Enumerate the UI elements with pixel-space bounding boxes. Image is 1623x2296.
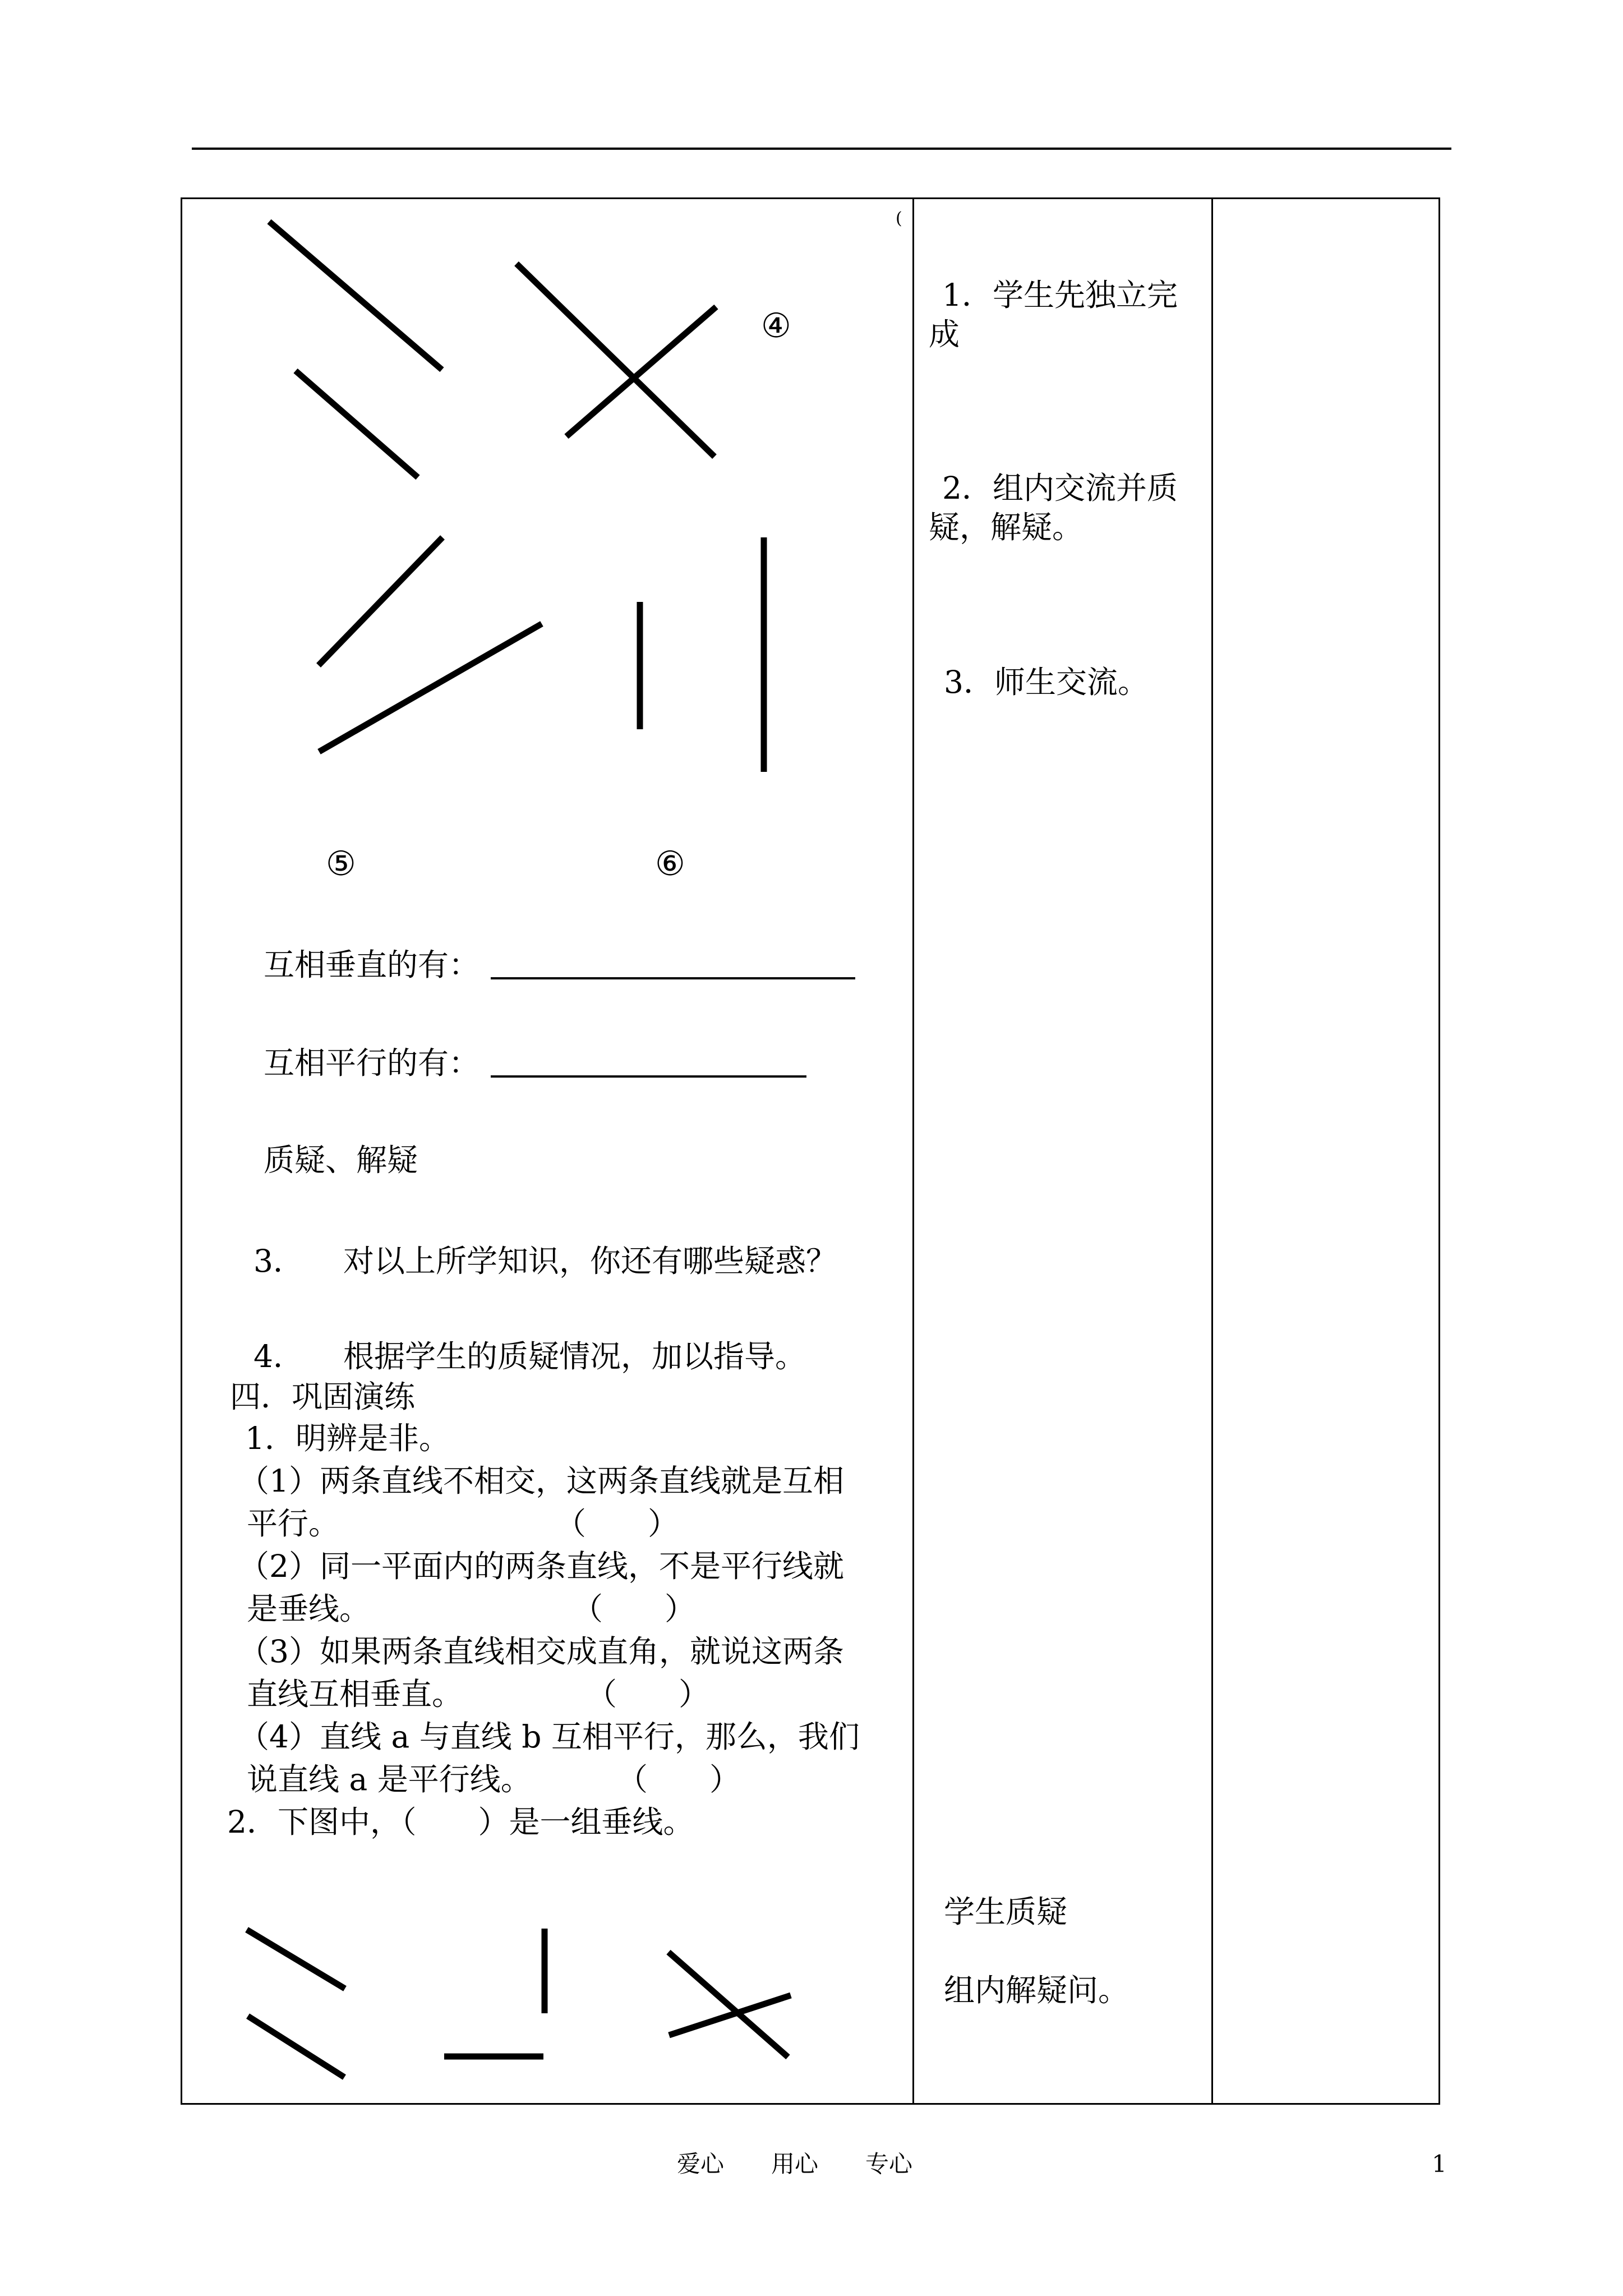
figure-5-line-b [319,624,542,752]
perpendicular-label: 互相垂直的有： [264,947,480,983]
figure-label-4: ④ [761,306,791,346]
figure-4-line-b [566,307,716,436]
exercise-1-item-4-line-1: （4）直线 a 与直线 b 互相平行，那么，我们 [238,1719,860,1755]
student-resolve: 组内解疑问。 [944,1972,1129,2008]
stray-mark: ( [896,209,902,228]
student-item-2-line-2: 疑，解疑。 [929,509,1083,545]
step-4-text: 根据学生的质疑情况，加以指导。 [343,1338,806,1374]
bottom-fig-1-line-b [248,2016,344,2077]
exercise-1-title: 1．明辨是非。 [245,1420,450,1456]
parallel-answer-blank[interactable] [491,1075,806,1078]
exercise-2-text: 2．下图中，（ ）是一组垂线。 [227,1804,694,1840]
step-4-number: 4． [253,1338,304,1374]
exercise-1-item-2-paren[interactable]: （ ） [572,1591,696,1627]
exercise-1-item-1-paren[interactable]: （ ） [555,1506,679,1542]
page-number: 1 [1432,2150,1447,2178]
exercise-1-item-2-line-1: （2）同一平面内的两条直线，不是平行线就 [238,1548,844,1584]
figure-label-6: ⑥ [655,844,685,884]
exercise-1-item-3-line-2: 直线互相垂直。 [247,1676,463,1712]
footer-motto: 爱心 用心 专心 [677,2150,913,2178]
figure-3-line-a [269,222,442,370]
step-3-number: 3． [253,1243,304,1279]
figure-3-line-b [296,371,418,477]
exercise-1-item-4-line-2: 说直线 a 是平行线。 [247,1761,532,1797]
question-heading: 质疑、解疑 [264,1142,418,1178]
exercise-1-item-2-line-2: 是垂线。 [247,1591,371,1627]
exercise-1-item-1-line-1: （1）两条直线不相交，这两条直线就是互相 [238,1463,844,1499]
figure-label-5: ⑤ [326,844,356,884]
student-item-1-line-2: 成 [929,316,960,352]
student-question: 学生质疑 [944,1894,1068,1930]
perpendicular-answer-blank[interactable] [491,977,855,979]
student-item-3: 3．师生交流。 [944,664,1149,700]
student-item-2-line-1: 2．组内交流并质 [942,470,1178,506]
bottom-fig-3-line-b [669,1995,791,2035]
student-item-1-line-1: 1．学生先独立完 [942,277,1178,313]
exercise-1-item-3-line-1: （3）如果两条直线相交成直角，就说这两条 [238,1634,844,1669]
bottom-fig-1-line-a [247,1930,345,1989]
parallel-label: 互相平行的有： [264,1045,480,1081]
figure-5-line-a [319,537,442,665]
exercise-1-item-1-line-2: 平行。 [247,1506,340,1542]
section-4-title: 四．巩固演练 [230,1379,416,1415]
step-3-text: 对以上所学知识，你还有哪些疑惑？ [343,1243,837,1279]
exercise-1-item-4-paren[interactable]: （ ） [617,1761,741,1797]
figure-4-line-a [517,264,714,457]
exercise-1-item-3-paren[interactable]: （ ） [586,1676,710,1712]
